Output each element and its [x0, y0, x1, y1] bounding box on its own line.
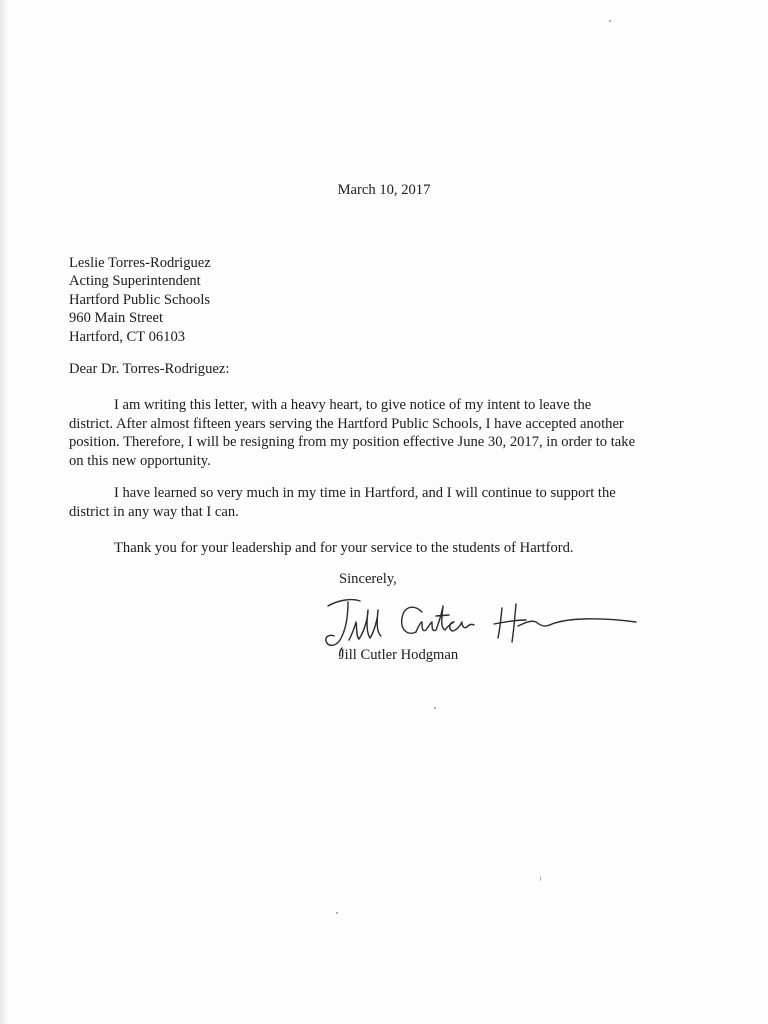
letter-date: March 10, 2017: [337, 182, 431, 198]
paragraph-line: district in any way that I can.: [69, 503, 239, 520]
recipient-name: Leslie Torres-Rodriguez: [69, 255, 211, 271]
scan-speck: [336, 912, 338, 914]
recipient-street: 960 Main Street: [69, 310, 164, 327]
scan-speck: [609, 20, 611, 22]
signer-name: Jill Cutler Hodgman: [339, 647, 459, 663]
paragraph-line: on this new opportunity.: [69, 452, 211, 469]
paragraph-line: I have learned so very much in my time in Hartford, and I will continue to support the: [114, 485, 616, 501]
paragraph-line: position. Therefore, I will be resigning from my position effective June 30, 2017, in order to take: [69, 434, 636, 451]
closing: Sincerely,: [339, 571, 397, 587]
paragraph-line: I am writing this letter, with a heavy heart, to give notice of my intent to leave the: [114, 397, 592, 413]
salutation: Dear Dr. Torres-Rodriguez:: [69, 361, 230, 377]
paragraph-line: Thank you for your leadership and for your service to the students of Hartford.: [114, 540, 574, 556]
recipient-address-block: [69, 254, 211, 346]
body-paragraph-1: [69, 396, 654, 470]
recipient-title: Acting Superintendent: [69, 273, 201, 290]
body-paragraph-3: [69, 539, 654, 558]
paragraph-line: district. After almost fifteen years serving the Hartford Public Schools, I have accepted another: [69, 415, 624, 432]
scan-edge-shadow: [0, 0, 9, 1024]
scan-speck: [434, 707, 436, 709]
recipient-organization: Hartford Public Schools: [69, 291, 211, 308]
body-paragraph-2: [69, 484, 654, 521]
recipient-city-state-zip: Hartford, CT 06103: [69, 328, 186, 345]
scan-speck: [540, 876, 541, 881]
